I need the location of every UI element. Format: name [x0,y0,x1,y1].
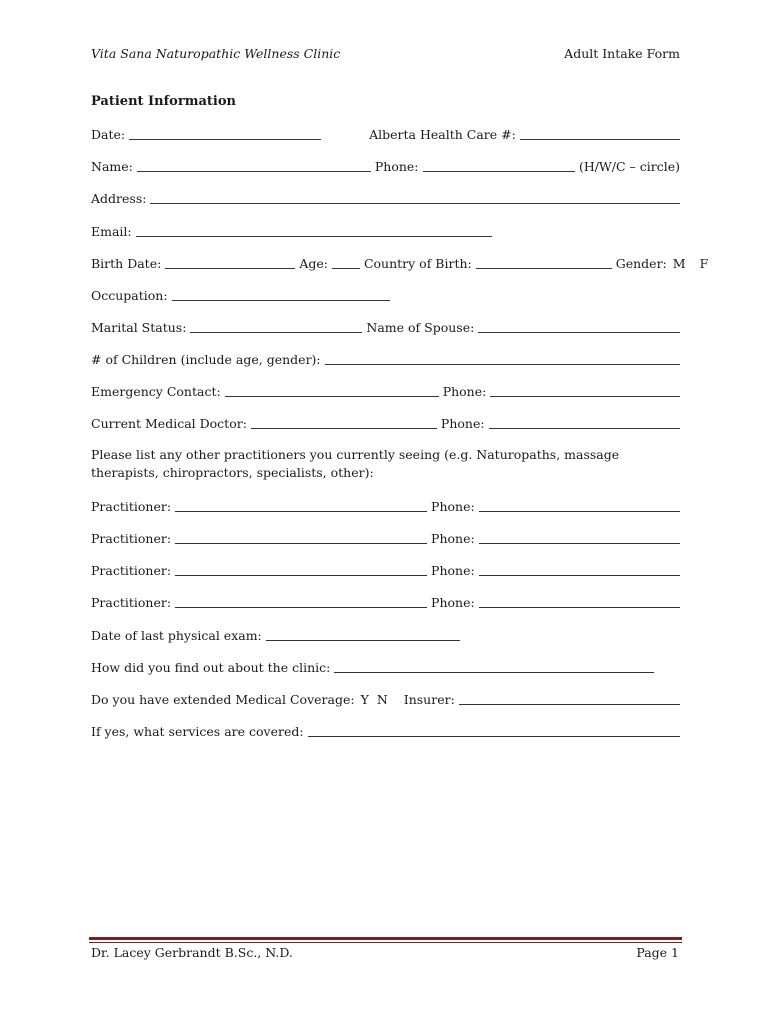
footer-doctor: Dr. Lacey Gerbrandt B.Sc., N.D. [91,945,293,960]
practitioner-phone-label: Phone: [431,531,475,546]
doctor-label: Current Medical Doctor: [91,416,247,431]
emergency-field[interactable] [225,383,439,397]
services-row [91,721,680,739]
emergency-phone-label: Phone: [442,384,487,399]
phone-type-label: (H/W/C – circle) [578,159,680,174]
spouse-label: Name of Spouse: [366,320,475,335]
practitioner-phone-label: Phone: [431,499,475,514]
services-field[interactable] [308,723,680,737]
footer-divider-thin [89,942,682,943]
gender-m-option[interactable]: M [672,256,686,271]
name-row [91,156,680,174]
name-label: Name: [91,159,133,174]
practitioner-label: Practitioner: [91,499,172,514]
occupation-label: Occupation: [91,288,168,303]
find-out-field[interactable] [334,659,654,673]
marital-row [91,317,680,335]
emergency-row [91,381,680,399]
birth-row [91,253,709,271]
find-out-row [91,657,680,675]
age-label: Age: [299,256,328,271]
date-row [91,124,680,142]
address-label: Address: [91,191,147,206]
practitioner-phone-field[interactable] [479,562,680,576]
marital-field[interactable] [190,319,362,333]
birth-date-label: Birth Date: [91,256,162,271]
date-label: Date: [91,127,126,142]
practitioner-row-1 [91,496,680,514]
practitioner-field[interactable] [175,498,427,512]
practitioner-label: Practitioner: [91,595,172,610]
doctor-row [91,413,680,431]
last-exam-field[interactable] [266,627,460,641]
occupation-row [91,285,680,303]
footer-divider [89,937,682,940]
practitioner-label: Practitioner: [91,563,172,578]
doctor-phone-label: Phone: [440,416,485,431]
services-label: If yes, what services are covered: [91,724,304,739]
country-field[interactable] [476,255,612,269]
coverage-yes-option[interactable]: Y [360,692,369,707]
page-number: Page 1 [636,945,679,960]
health-care-label: Alberta Health Care #: [369,127,516,142]
name-field[interactable] [137,158,371,172]
phone-label: Phone: [374,159,419,174]
insurer-field[interactable] [459,691,680,705]
date-field[interactable] [129,126,321,140]
health-care-field[interactable] [520,126,680,140]
practitioner-field[interactable] [175,594,427,608]
practitioner-phone-label: Phone: [431,563,475,578]
marital-label: Marital Status: [91,320,187,335]
occupation-field[interactable] [172,287,390,301]
clinic-name: Vita Sana Naturopathic Wellness Clinic [91,46,341,61]
practitioner-phone-field[interactable] [479,498,680,512]
last-exam-label: Date of last physical exam: [91,628,262,643]
coverage-row [91,689,680,707]
practitioner-field[interactable] [175,530,427,544]
practitioner-field[interactable] [175,562,427,576]
phone-field[interactable] [423,158,575,172]
emergency-phone-field[interactable] [490,383,680,397]
practitioner-row-3 [91,560,680,578]
age-field[interactable] [332,255,360,269]
email-field[interactable] [136,223,492,237]
birth-date-field[interactable] [165,255,295,269]
coverage-no-option[interactable]: N [376,692,388,707]
spouse-field[interactable] [478,319,680,333]
emergency-label: Emergency Contact: [91,384,221,399]
practitioner-row-4 [91,592,680,610]
country-label: Country of Birth: [363,256,472,271]
find-out-label: How did you find out about the clinic: [91,660,331,675]
children-row [91,349,680,367]
email-label: Email: [91,224,132,239]
email-row [91,221,680,239]
address-field[interactable] [150,190,680,204]
form-title: Adult Intake Form [564,46,680,61]
practitioner-phone-field[interactable] [479,594,680,608]
address-row [91,188,680,206]
children-field[interactable] [325,351,680,365]
practitioner-row-2 [91,528,680,546]
coverage-label: Do you have extended Medical Coverage: [91,692,355,707]
practitioner-label: Practitioner: [91,531,172,546]
last-exam-row [91,625,680,643]
practitioner-phone-field[interactable] [479,530,680,544]
gender-f-option[interactable]: F [699,256,709,271]
doctor-field[interactable] [251,415,437,429]
children-label: # of Children (include age, gender): [91,352,321,367]
doctor-phone-field[interactable] [489,415,680,429]
gender-label: Gender: [615,256,667,271]
section-title: Patient Information [91,94,236,109]
insurer-label: Insurer: [403,692,455,707]
practitioner-phone-label: Phone: [431,595,475,610]
practitioners-note: Please list any other practitioners you currently seeing (e.g. Naturopaths, massage therapists, chiropractors, specialists, other): [91,447,620,480]
